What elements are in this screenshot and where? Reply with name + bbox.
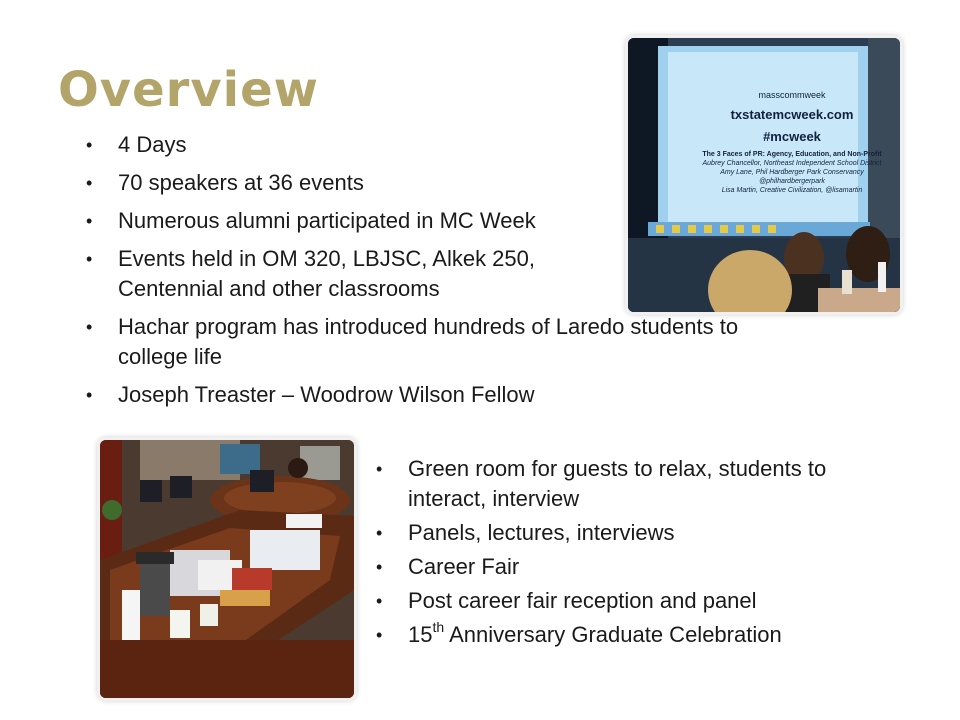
bullet-item: • Career Fair (408, 552, 928, 582)
bullet-item: • Events held in OM 320, LBJSC, Alkek 250, Centennial and other classrooms (86, 246, 536, 301)
green-room-photo (100, 440, 354, 698)
side-bullet-list (376, 454, 928, 654)
bullet-item: • Panels, lectures, interviews (408, 518, 928, 548)
bullet-icon: • (86, 135, 93, 155)
bullet-item: • Post career fair reception and panel (408, 586, 928, 616)
slide-title: Overview (58, 62, 319, 118)
panel-event-photo (628, 38, 900, 312)
bullet-icon: • (86, 385, 93, 405)
bullet-icon: • (86, 249, 93, 269)
bullet-icon: • (376, 523, 383, 543)
bullet-icon: • (376, 591, 383, 611)
bullet-icon: • (86, 211, 93, 231)
bullet-icon: • (376, 459, 383, 479)
projector-screen-text: masscommweek txstatemcweek.com #mcweek The 3 Faces of PR: Agency, Education, and Non-Profit Aubrey Chancellor, Northeast Independent School District Amy Lane, Phil Hardberger Park Conservancy @philhardbergerpark Lisa Martin, Creative Civilization, @lisamartin (702, 90, 882, 194)
bullet-icon: • (86, 317, 93, 337)
bullet-icon: • (376, 625, 383, 645)
bullet-item: • 70 speakers at 36 events (118, 168, 858, 198)
bullet-item: • Numerous alumni participated in MC Week (118, 206, 858, 236)
bullet-item: • Green room for guests to relax, students to interact, interview (376, 456, 827, 511)
bullet-icon: • (376, 557, 383, 577)
bullet-item: • 15th Anniversary Graduate Celebration (408, 620, 928, 650)
bullet-item: • Joseph Treaster – Woodrow Wilson Fellow (118, 380, 858, 410)
bullet-item: • Hachar program has introduced hundreds of Laredo students to college life (86, 314, 739, 369)
bullet-item: • 4 Days (118, 130, 858, 160)
green-room-photo-art (100, 440, 354, 698)
bullet-icon: • (86, 173, 93, 193)
